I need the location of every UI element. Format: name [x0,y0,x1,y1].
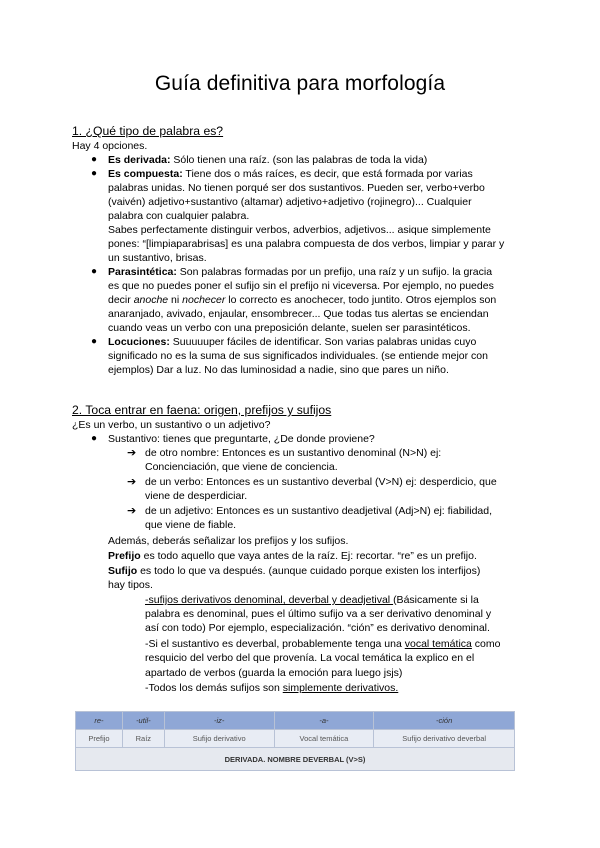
tipo-2-line-2: resquicio del verbo del que provenía. La vocal temática la explico en el [145,652,475,664]
page-title: Guía definitiva para morfología [154,72,446,95]
section-1-heading: 1. ¿Qué tipo de palabra es? [72,124,224,138]
table-summary-cell: DERIVADA. NOMBRE DEVERBAL (V>S) [76,748,515,771]
text-fragment: lo correcto es anochecer, todo juntito. Otros ejemplos son [225,294,497,306]
list-item-sustantivo: Sustantivo: tienes que preguntarte, ¿De donde proviene? [108,433,375,445]
table-cell: -iz- [164,712,274,730]
locuciones-line-3: ejemplos) Dar a luz. No das luminosidad a nadie, sino que pares un niño. [108,364,449,376]
tipo-1-line-1 [145,593,479,607]
text-fragment: decir [108,294,134,306]
table-cell: Sufijo derivativo deverbal [374,730,515,748]
tipo-3-line-1 [145,681,398,695]
table-row [76,712,515,730]
locuciones-text: Suuuuuper fáciles de identificar. Son varias palabras unidas cuyo [169,336,477,348]
parasintetica-text: Son palabras formadas por un prefijo, una raíz y un sufijo. la gracia [176,266,493,278]
list-item-locuciones [108,335,476,349]
text-fragment: como [471,638,501,650]
prefijo-text: es todo aquello que vaya antes de la raíz. Ej: recortar. “re” es un prefijo. [140,550,477,562]
locuciones-label: Locuciones: [108,336,170,348]
sub-item-deadjetival: de un adjetivo: Entonces es un sustantivo deadjetival (Adj>N) ej: fiabilidad, [145,505,493,517]
list-item-parasintetica [108,265,492,279]
table-cell: -util- [122,712,164,730]
derivada-label: Es derivada: [108,154,171,166]
compuesta-text: Tiene dos o más raíces, es decir, que está formada por varias [182,168,473,180]
section-2-heading: 2. Toca entrar en faena: origen, prefijos y sufijos [72,403,332,417]
arrow-right-icon: ➔ [127,505,137,517]
example-anoche: anoche [133,294,169,306]
section-2-question: ¿Es un verbo, un sustantivo o un adjetivo? [72,419,271,431]
compuesta-line-6: pones: “[limpiaparabrisas] es una palabra compuesta de dos verbos, limpiar y parar y [108,238,505,250]
prefijo-line [108,549,477,563]
compuesta-line-4: palabra con cualquier palabra. [108,210,250,222]
table-row [76,748,515,771]
list-item-derivada [108,153,427,167]
parasintetica-label: Parasintética: [108,266,177,278]
derivada-text: Sólo tienen una raíz. (son las palabras de toda la vida) [170,154,428,166]
example-nochecer: nochecer [182,294,226,306]
compuesta-line-3: (vaivén) adjetivo+sustantivo (altamar) adjetivo+adjetivo (rojinegro)... Cualquier [108,196,472,208]
morphology-table [75,711,515,771]
table-cell: -a- [274,712,374,730]
sufijo-text: es todo lo que va después. (aunque cuidado porque existen los interfijos) [137,565,481,577]
sufijo-line [108,564,480,578]
tipo-1-line-3: así con todo) Por ejemplo, especialización. “ción” es derivativo denominal. [145,622,490,634]
list-item-compuesta [108,167,473,181]
compuesta-line-2: palabras unidas. No tienen porqué ser dos sustantivos. Pueden ser, verbo+verbo [108,182,485,194]
tipo-2-line-1 [145,637,500,651]
table-cell: Raíz [122,730,164,748]
text-fragment: -Si el sustantivo es deverbal, probablemente tenga una [145,638,405,650]
tipo-1-line-2: palabra es denominal, pues el último sufijo va a ser derivativo denominal y [145,608,492,620]
tipo-1-underlined: -sufijos derivativos denominal, deverbal y deadjetival [145,594,394,606]
parasintetica-line-2: es que no puedes poner el sufijo sin el prefijo ni viceversa. Por ejemplo, no puedes [108,280,494,292]
tipo-2-line-3: apartado de verbos (guarda la emoción para luego jsjs) [145,667,403,679]
bullet-icon: ● [91,433,98,444]
parasintetica-line-3 [108,293,496,307]
vocal-tematica-underlined: vocal temática [404,638,472,650]
parasintetica-line-5: cuando veas un verbo con una preposición delante, suelen ser parasintéticos. [108,322,471,334]
text-fragment: -Todos los demás sufijos son [145,682,283,694]
compuesta-line-7: un sustantivo, brisas. [108,252,207,264]
bullet-icon: ● [91,154,98,165]
compuesta-label: Es compuesta: [108,168,183,180]
bullet-icon: ● [91,336,98,347]
sub-item-deadjetival-line-2: que viene de fiable. [145,519,237,531]
section-1-intro: Hay 4 opciones. [72,140,148,152]
sufijo-label: Sufijo [108,565,138,577]
text-fragment: ni [168,294,183,306]
table-cell: re- [76,712,123,730]
text-fragment: (Básicamente si la [393,594,479,606]
compuesta-line-5: Sabes perfectamente distinguir verbos, adverbios, adjetivos... asique simplemente [108,224,491,236]
sufijo-line-2: hay tipos. [108,579,153,591]
table-row [76,730,515,748]
table-cell: Vocal temática [274,730,374,748]
table-cell: Prefijo [76,730,123,748]
ademas-line: Además, deberás señalizar los prefijos y los sufijos. [108,535,349,547]
locuciones-line-2: significado no es la suma de sus significados individuales. (se entiende mejor con [108,350,488,362]
sub-item-deverbal-line-2: viene de desperdiciar. [145,490,248,502]
simplemente-derivativos-underlined: simplemente derivativos. [282,682,399,694]
sub-item-denominal: de otro nombre: Entonces es un sustantivo denominal (N>N) ej: [145,447,442,459]
arrow-right-icon: ➔ [127,476,137,488]
bullet-icon: ● [91,266,98,277]
table-cell: Sufijo derivativo [164,730,274,748]
sub-item-deverbal: de un verbo: Entonces es un sustantivo deverbal (V>N) ej: desperdicio, que [145,476,497,488]
parasintetica-line-4: anaranjado, avivado, enjaular, ensombrecer... Que todas tus alertas se enciendan [108,308,489,320]
sub-item-denominal-line-2: Concienciación, que viene de conciencia. [145,461,338,473]
arrow-right-icon: ➔ [127,447,137,459]
table-cell: -ción [374,712,515,730]
prefijo-label: Prefijo [108,550,141,562]
bullet-icon: ● [91,168,98,179]
